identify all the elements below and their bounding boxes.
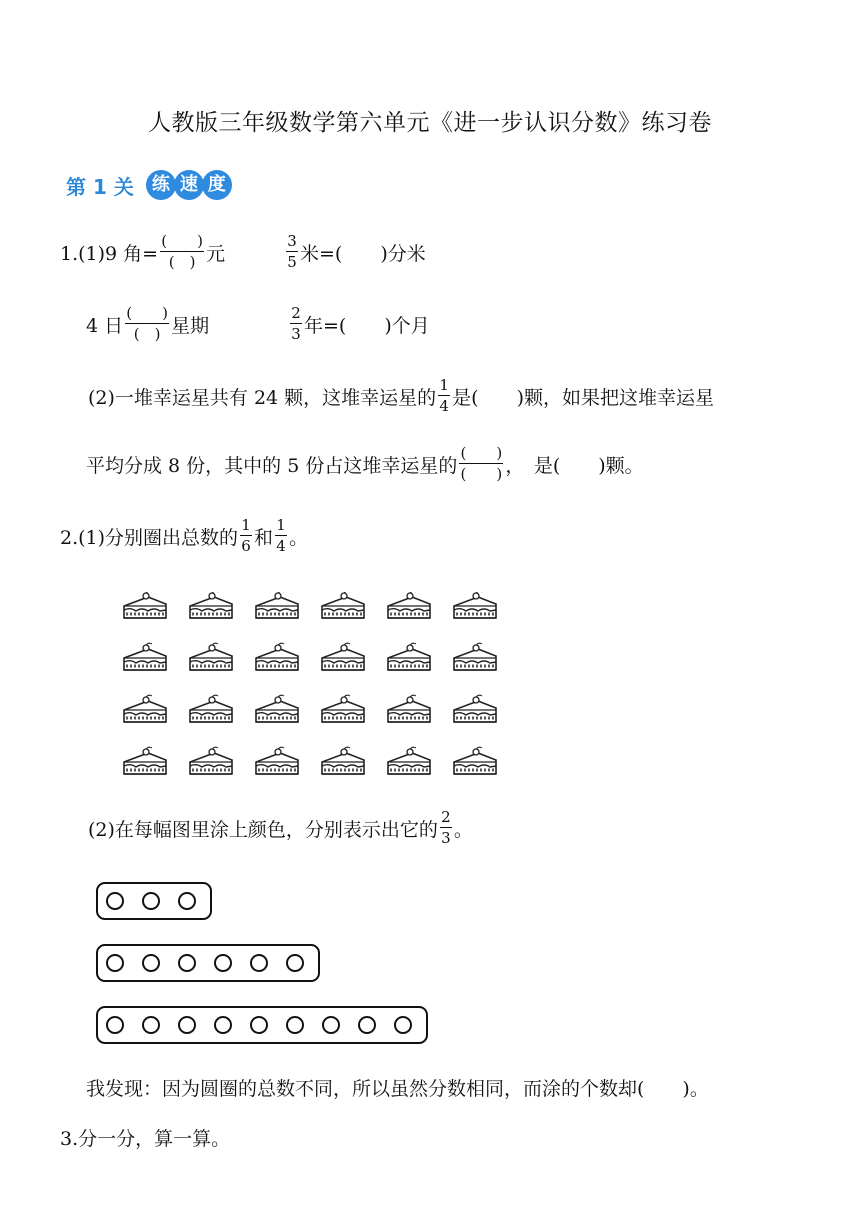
circle[interactable] bbox=[250, 954, 268, 972]
circle[interactable] bbox=[214, 1016, 232, 1034]
circle[interactable] bbox=[106, 954, 124, 972]
cake-icon[interactable] bbox=[124, 695, 166, 722]
fraction-2-3: $\frac{2}{3}$ bbox=[291, 304, 301, 343]
cake-icon[interactable] bbox=[322, 643, 364, 670]
circle[interactable] bbox=[214, 954, 232, 972]
q1-p5-a: (2)一堆幸运星共有 24 颗，这堆幸运星的 bbox=[88, 386, 437, 409]
circle[interactable] bbox=[358, 1016, 376, 1034]
circle[interactable] bbox=[394, 1016, 412, 1034]
cake-icon[interactable] bbox=[256, 747, 298, 774]
finding-text: 我发现：因为圆圈的总数不同，所以虽然分数相同，而涂的个数却( )。 bbox=[86, 1078, 709, 1100]
q1-p3-label: 4 日 bbox=[86, 314, 124, 337]
q1-line-1 bbox=[60, 234, 225, 270]
cake-icon[interactable] bbox=[322, 592, 364, 618]
q2-p2-end: 。 bbox=[453, 818, 473, 841]
cake-icon[interactable] bbox=[322, 695, 364, 722]
q1-p2-text: 米=( )分米 bbox=[300, 242, 426, 265]
cake-icon[interactable] bbox=[256, 695, 298, 722]
circle[interactable] bbox=[178, 892, 196, 910]
badge-char-3: 度 bbox=[202, 170, 232, 200]
circle[interactable] bbox=[142, 1016, 160, 1034]
cake-icon[interactable] bbox=[124, 747, 166, 774]
circle[interactable] bbox=[178, 1016, 196, 1034]
cake-icon[interactable] bbox=[124, 643, 166, 670]
q2-p1-end: 。 bbox=[289, 526, 309, 549]
q1-p3-unit: 星期 bbox=[171, 314, 210, 337]
circle-group-9 bbox=[96, 1006, 428, 1044]
fraction-2-3: $\frac{2}{3}$ bbox=[441, 808, 451, 847]
q1-line-2 bbox=[86, 306, 209, 342]
cake-icon[interactable] bbox=[124, 592, 166, 618]
cake-icon[interactable] bbox=[388, 643, 430, 670]
circle[interactable] bbox=[142, 892, 160, 910]
circle-group-3 bbox=[96, 882, 212, 920]
circle[interactable] bbox=[178, 954, 196, 972]
q2-p2-a: (2)在每幅图里涂上颜色，分别表示出它的 bbox=[88, 818, 438, 841]
fraction-blank: $\frac{( )}{( )}$ bbox=[161, 232, 203, 271]
fraction-blank: $\frac{( )}{( )}$ bbox=[460, 444, 503, 483]
cake-icon[interactable] bbox=[190, 747, 232, 774]
q1-p6-b: ， 是( )颗。 bbox=[505, 454, 644, 477]
level-label: 第 1 关 bbox=[66, 174, 134, 199]
cake-icon[interactable] bbox=[190, 695, 232, 722]
q1-line-3 bbox=[88, 378, 714, 414]
fraction-3-5: $\frac{3}{5}$ bbox=[287, 232, 297, 271]
cake-icon[interactable] bbox=[454, 643, 496, 670]
fraction-1-4: $\frac{1}{4}$ bbox=[276, 516, 286, 555]
circle[interactable] bbox=[286, 1016, 304, 1034]
cake-icon[interactable] bbox=[388, 695, 430, 722]
q1-p6-a: 平均分成 8 份，其中的 5 份占这堆幸运星的 bbox=[86, 454, 458, 477]
cake-icon[interactable] bbox=[454, 747, 496, 774]
badge-char-1: 练 bbox=[146, 170, 176, 200]
section-badge bbox=[66, 170, 230, 200]
badge-char-2: 速 bbox=[174, 170, 204, 200]
circle-group-6 bbox=[96, 944, 320, 982]
fraction-blank: $\frac{( )}{( )}$ bbox=[126, 304, 168, 343]
circle[interactable] bbox=[106, 892, 124, 910]
q1-line-2b bbox=[288, 306, 430, 342]
cake-icon[interactable] bbox=[190, 643, 232, 670]
cake-icon[interactable] bbox=[256, 643, 298, 670]
cake-icon[interactable] bbox=[256, 592, 298, 618]
q2-p1-mid: 和 bbox=[254, 526, 274, 549]
q1-p1-unit: 元 bbox=[206, 242, 226, 265]
q1-p4-text: 年=( )个月 bbox=[304, 314, 430, 337]
cake-icon[interactable] bbox=[388, 592, 430, 618]
circle[interactable] bbox=[142, 954, 160, 972]
circle[interactable] bbox=[286, 954, 304, 972]
q2-line-2 bbox=[88, 810, 473, 846]
q1-p1-label: 1.(1)9 角= bbox=[60, 242, 159, 265]
q1-p5-b: 是( )颗，如果把这堆幸运星 bbox=[452, 386, 714, 409]
cake-icon[interactable] bbox=[388, 747, 430, 774]
cake-grid bbox=[122, 592, 502, 782]
cake-icon[interactable] bbox=[454, 592, 496, 618]
q2-p1-a: 2.(1)分别圈出总数的 bbox=[60, 526, 239, 549]
fraction-1-6: $\frac{1}{6}$ bbox=[241, 516, 251, 555]
q2-line-1 bbox=[60, 518, 308, 554]
q1-line-4 bbox=[86, 446, 644, 482]
cake-icon[interactable] bbox=[190, 592, 232, 618]
cake-icon[interactable] bbox=[322, 747, 364, 774]
q3-text: 3.分一分，算一算。 bbox=[60, 1128, 231, 1150]
fraction-1-4: $\frac{1}{4}$ bbox=[439, 376, 449, 415]
circle[interactable] bbox=[106, 1016, 124, 1034]
circle[interactable] bbox=[250, 1016, 268, 1034]
q1-line-1b bbox=[284, 234, 426, 270]
page-title: 人教版三年级数学第六单元《进一步认识分数》练习卷 bbox=[148, 110, 712, 136]
cake-icon[interactable] bbox=[454, 695, 496, 722]
circle[interactable] bbox=[322, 1016, 340, 1034]
